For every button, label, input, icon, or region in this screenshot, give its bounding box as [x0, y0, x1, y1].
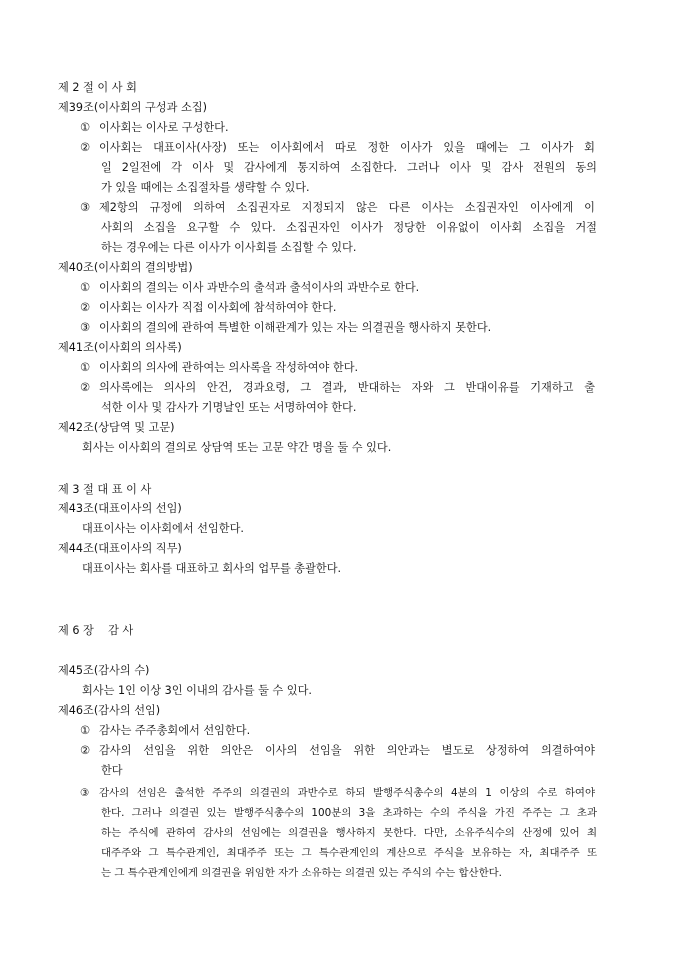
item-text-continuation: 한다 [101, 764, 123, 777]
item-text-continuation: 는 그 특수관계인에게 의결권을 위임한 자가 소유하는 의결권 있는 주식의 수는 합산한다. [101, 867, 502, 879]
article-body: 대표이사는 이사회에서 선임한다. [82, 522, 244, 535]
item-text: 감사는 주주총회에서 선임한다. [99, 724, 251, 737]
item-number: ② [80, 141, 91, 154]
item-text-continuation: 석한 이사 및 감사가 기명날인 또는 서명하여야 한다. [101, 401, 357, 414]
item-text: 감사의 선임은 출석한 주주의 의결권의 과반수로 하되 발행주식총수의 4분의 1 이상의 수로 하여야 [99, 787, 595, 799]
item-number: ① [80, 121, 91, 134]
item-number: ③ [80, 321, 91, 334]
item-text-continuation: 한다. 그러나 의결권 있는 발행주식총수의 100분의 3을 초과하는 수의 주식을 가진 주주는 그 초과 [101, 807, 597, 819]
article-body: 대표이사는 회사를 대표하고 회사의 업무를 총괄한다. [82, 562, 342, 575]
item-text-continuation: 하는 경우에는 다른 이사가 이사회를 소집할 수 있다. [101, 241, 357, 254]
item-text: 이사회의 결의에 관하여 특별한 이해관계가 있는 자는 의결권을 행사하지 못한다. [99, 321, 492, 334]
item-text: 의사록에는 의사의 안건, 경과요령, 그 결과, 반대하는 자와 그 반대이유를 기재하고 출 [99, 381, 595, 394]
article-title: 제43조(대표이사의 선임) [58, 502, 182, 515]
article-title: 제45조(감사의 수) [58, 664, 150, 677]
item-number: ① [80, 361, 91, 374]
item-number: ② [80, 744, 91, 757]
item-text: 이사회의 의사에 관하여는 의사록을 작성하여야 한다. [99, 361, 359, 374]
article-title: 제42조(상담역 및 고문) [58, 421, 175, 434]
article-title: 제39조(이사회의 구성과 소집) [58, 101, 207, 114]
article-title: 제44조(대표이사의 직무) [58, 542, 182, 555]
item-text: 이사회는 대표이사(사장) 또는 이사회에서 따로 정한 이사가 있을 때에는 그 이사가 회 [99, 141, 595, 154]
item-number: ① [80, 281, 91, 294]
article-item [80, 380, 595, 396]
item-text-continuation: 가 있을 때에는 소집절차를 생략할 수 있다. [101, 181, 310, 194]
article-item [80, 300, 336, 316]
article-item [80, 120, 229, 136]
article-item [80, 280, 419, 296]
article-item [80, 723, 250, 739]
item-text: 이사회는 이사가 직접 이사회에 참석하여야 한다. [99, 301, 337, 314]
item-number: ③ [80, 201, 91, 214]
item-text: 제2항의 규정에 의하여 소집권자로 지정되지 않은 다른 이사는 소집권자인 이사에게 이 [99, 201, 595, 214]
item-text-continuation: 대주주와 그 특수관계인, 최대주주 또는 그 특수관계인의 계산으로 주식을 보유하는 자, 최대주주 또 [101, 847, 597, 859]
article-title: 제41조(이사회의 의사록) [58, 341, 182, 354]
item-text-continuation: 하는 주식에 관하여 감사의 선임에는 의결권을 행사하지 못한다. 다만, 소유주식수의 산정에 있어 최 [101, 827, 597, 839]
item-text-continuation: 일 2일전에 각 이사 및 감사에게 통지하여 소집한다. 그러나 이사 및 감사 전원의 동의 [101, 161, 597, 174]
article-item [80, 360, 358, 376]
item-text: 이사회의 결의는 이사 과반수의 출석과 출석이사의 과반수로 한다. [99, 281, 420, 294]
article-title: 제40조(이사회의 결의방법) [58, 261, 193, 274]
article-title: 제46조(감사의 선임) [58, 704, 161, 717]
article-item [80, 743, 595, 759]
article-item [80, 200, 595, 216]
item-number: ③ [80, 787, 90, 799]
section-heading: 제 2 절 이 사 회 [58, 81, 137, 94]
section-heading: 제 3 절 대 표 이 사 [58, 483, 152, 496]
article-item [80, 140, 595, 156]
chapter-heading: 제 6 장 감 사 [58, 624, 134, 637]
item-number: ② [80, 381, 91, 394]
item-text: 이사회는 이사로 구성한다. [99, 121, 229, 134]
article-body: 회사는 1인 이상 3인 이내의 감사를 둘 수 있다. [82, 684, 312, 697]
article-body: 회사는 이사회의 결의로 상담역 또는 고문 약간 명을 둘 수 있다. [82, 441, 392, 454]
article-item [80, 785, 595, 801]
item-number: ② [80, 301, 91, 314]
item-text-continuation: 사회의 소집을 요구할 수 있다. 소집권자인 이사가 정당한 이유없이 이사회 소집을 거절 [101, 221, 597, 234]
item-text: 감사의 선임을 위한 의안은 이사의 선임을 위한 의안과는 별도로 상정하여 의결하여야 [99, 744, 595, 757]
item-number: ① [80, 724, 91, 737]
article-item [80, 320, 491, 336]
